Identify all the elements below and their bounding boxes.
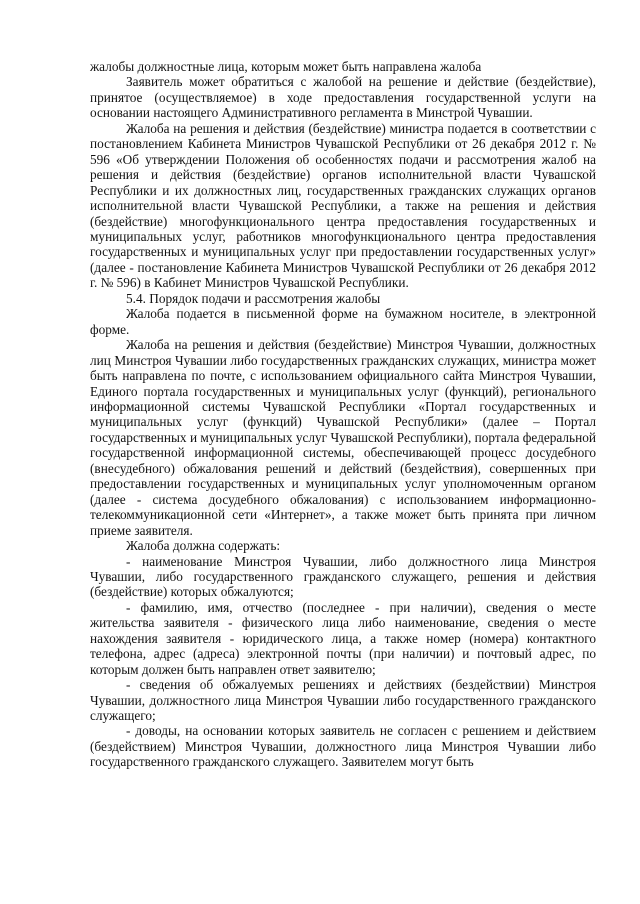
paragraph: Жалоба подается в письменной форме на бумажном носителе, в электронной форме. bbox=[90, 306, 596, 337]
list-item: - фамилию, имя, отчество (последнее - при наличии), сведения о месте жительства заявителя - физического лица либо наименование, сведения о месте нахождения заявителя - юридического лица, а также номер (номера) контактного телефона, адрес (адреса) электронной почты (при наличии) и почтовый адрес, по которым должен быть направлен ответ заявителю; bbox=[90, 599, 596, 677]
paragraph: Жалоба на решения и действия (бездействие) министра подается в соответствии с постановлением Кабинета Министров Чувашской Республики от 26 декабря 2012 г. № 596 «Об утверждении Положения об особенностях подачи и рассмотрения жалоб на решения и действия (бездействие) органов исполнительной власти Чувашской Республики и их должностных лиц, государственных гражданских служащих органов исполнительной власти Чувашской Республики, а также на решения и действия (бездействие) многофункционального центра предоставления государственных и муниципальных услуг, работников многофункционального центра предоставления государственных и муниципальных услуг при предоставлении государственных услуг» (далее - постановление Кабинета Министров Чувашской Республики от 26 декабря 2012 г. № 596) в Кабинет Министров Чувашской Республики. bbox=[90, 120, 596, 291]
list-item: - наименование Минстроя Чувашии, либо должностного лица Минстроя Чувашии, либо государственного гражданского служащего, решения и действия (бездействие) которых обжалуются; bbox=[90, 553, 596, 600]
paragraph: жалобы должностные лица, которым может быть направлена жалоба bbox=[90, 59, 482, 74]
section-heading: 5.4. Порядок подачи и рассмотрения жалобы bbox=[126, 290, 381, 306]
paragraph: Жалоба на решения и действия (бездействие) Минстроя Чувашии, должностных лиц Минстроя Чувашии либо государственных гражданских служащих, министра может быть направлена по почте, с использованием официального сайта Минстроя Чувашии, Единого портала государственных и муниципальных услуг (функций), регионального информационной системы Чувашской Республики «Портал государственных и муниципальных услуг (функций) Чувашской Республики» (далее – Портал государственных и муниципальных услуг Чувашской Республики), портала федеральной государственной информационной системы, обеспечивающей процесс досудебного (внесудебного) обжалования решений и действий (бездействия), совершенных при предоставлении государственных и муниципальных услуг уполномоченным органом (далее - система досудебного обжалования) с использованием информационно-телекоммуникационной сети «Интернет», а также может быть принята при личном приеме заявителя. bbox=[90, 337, 596, 538]
paragraph: Жалоба должна содержать: bbox=[126, 538, 281, 554]
document-body bbox=[90, 59, 596, 770]
paragraph: Заявитель может обратиться с жалобой на решение и действие (бездействие), принятое (осуществляемое) в ходе предоставления государственной услуги на основании настоящего Административного регламента в Минстрой Чувашии. bbox=[90, 74, 596, 121]
list-item: - доводы, на основании которых заявитель не согласен с решением и действием (бездействием) Минстроя Чувашии, должностного лица Минстроя Чувашии либо государственного гражданского служащего. Заявителем могут быть bbox=[90, 723, 596, 770]
list-item: - сведения об обжалуемых решениях и действиях (бездействии) Минстроя Чувашии, должностного лица Минстроя Чувашии либо государственного гражданского служащего; bbox=[90, 677, 596, 724]
